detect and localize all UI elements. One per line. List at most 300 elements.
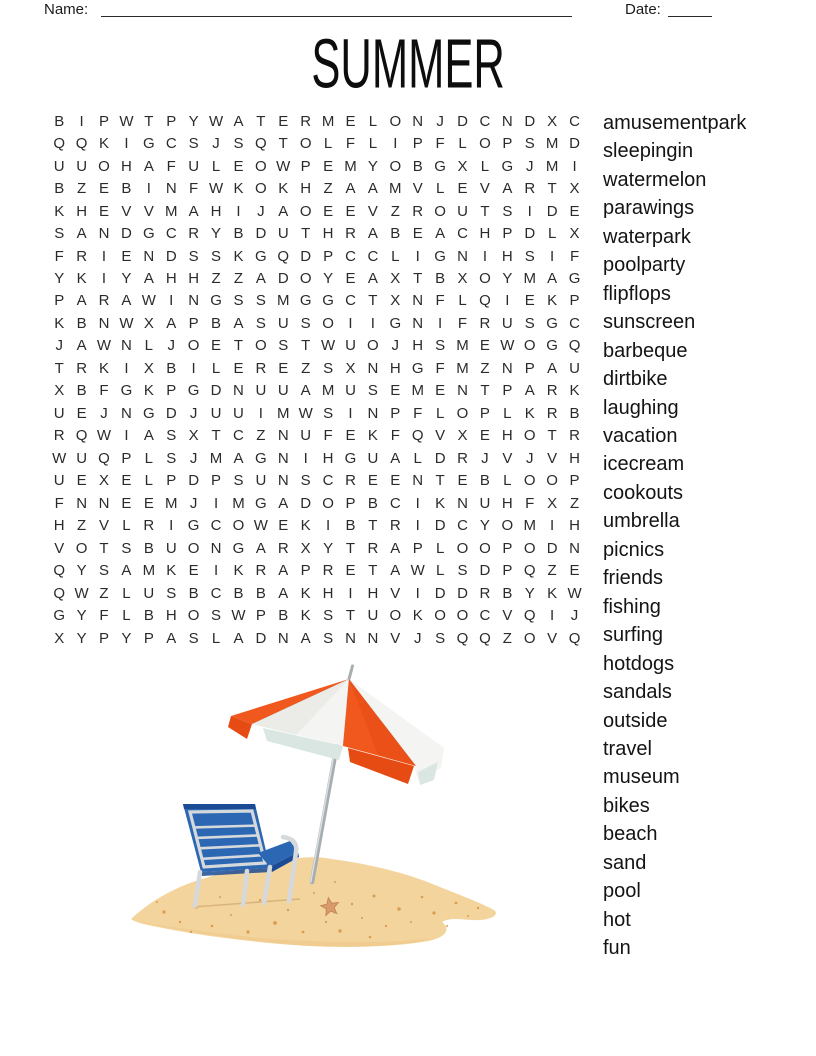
grid-letter: B [121,180,132,198]
grid-letter: F [99,607,109,625]
grid-letter: N [98,494,110,512]
grid-letter: G [411,359,424,377]
grid-letter: T [99,539,109,557]
grid-letter: V [390,584,401,602]
grid-letter: S [323,404,334,422]
grid-letter: Z [77,517,87,535]
grid-letter: B [367,494,378,512]
word-list-item: hot [603,908,631,931]
grid-letter: E [211,337,222,355]
grid-letter: Z [233,270,244,288]
grid-letter: S [54,225,65,243]
grid-letter: S [99,562,110,580]
grid-letter: P [99,112,110,130]
grid-letter: L [480,157,490,175]
grid-letter: M [545,135,559,153]
word-list-item: waterpark [603,225,691,248]
word-list-item: icecream [603,453,685,476]
grid-letter: O [322,314,334,332]
grid-letter: T [301,337,311,355]
grid-letter: S [524,314,535,332]
grid-letter: O [389,607,402,625]
grid-letter: A [547,270,558,288]
grid-letter: H [412,337,424,355]
grid-letter: M [321,112,335,130]
grid-letter: S [435,337,446,355]
grid-letter: T [547,180,557,198]
grid-letter: C [345,247,356,265]
grid-letter: K [300,584,311,602]
grid-letter: Q [479,292,491,310]
grid-letter: G [546,337,558,355]
grid-letter: O [546,472,558,490]
grid-letter: W [298,404,313,422]
grid-letter: S [166,427,177,445]
grid-letter: E [479,337,490,355]
grid-letter: L [144,472,153,490]
grid-letter: N [143,247,155,265]
grid-letter: I [213,562,219,580]
grid-letter: A [367,270,378,288]
grid-letter: F [435,359,445,377]
grid-letter: Q [53,562,66,580]
grid-letter: M [142,562,156,580]
grid-letter: P [569,472,580,490]
grid-letter: P [502,225,513,243]
grid-letter: O [501,517,514,535]
grid-letter: N [277,629,289,647]
grid-letter: G [299,292,312,310]
grid-letter: I [124,427,129,445]
grid-letter: P [211,472,222,490]
grid-letter: O [523,472,536,490]
grid-letter: I [169,517,174,535]
grid-letter: O [523,539,536,557]
grid-letter: W [320,337,336,355]
grid-letter: Q [568,629,581,647]
grid-letter: M [321,382,335,400]
grid-letter: A [188,202,199,220]
grid-letter: Y [211,225,222,243]
grid-letter: M [277,404,290,422]
grid-letter: V [479,180,490,198]
grid-letter: D [524,112,536,130]
grid-letter: R [188,225,200,243]
grid-letter: R [255,359,267,377]
grid-letter: U [210,404,222,422]
word-list [603,109,746,963]
grid-letter: T [480,382,490,400]
grid-letter: S [323,607,334,625]
grid-letter: K [300,607,311,625]
grid-letter: I [325,517,331,535]
grid-letter: I [393,135,398,153]
grid-letter: X [457,270,468,288]
grid-letter: Z [502,629,512,647]
grid-letter: H [322,449,334,467]
grid-letter: A [278,202,289,220]
grid-letter: A [233,449,244,467]
grid-letter: G [434,157,446,175]
grid-letter: C [389,494,401,512]
grid-letter: K [547,292,558,310]
beach-illustration [100,660,520,980]
grid-letter: D [434,517,446,535]
word-list-item: sandals [603,681,672,704]
grid-letter: D [188,472,200,490]
grid-letter: R [479,314,491,332]
grid-letter: O [98,157,110,175]
grid-letter: S [233,292,244,310]
grid-letter: V [143,202,154,220]
grid-letter: S [323,629,334,647]
grid-letter: E [345,562,356,580]
grid-letter: R [412,202,424,220]
grid-letter: W [500,337,515,355]
grid-letter: Y [76,562,87,580]
grid-letter: X [99,472,110,490]
grid-letter: D [479,562,491,580]
grid-letter: U [367,449,379,467]
date-underline [668,0,712,17]
grid-letter: N [457,247,468,265]
grid-letter: Y [121,629,132,647]
grid-letter: U [277,225,289,243]
word-list-item: barbeque [603,339,688,362]
grid-letter: V [412,180,423,198]
grid-letter: N [277,427,289,445]
grid-letter: L [144,337,153,355]
grid-letter: H [322,225,334,243]
grid-letter: B [76,314,87,332]
grid-letter: O [523,629,536,647]
grid-letter: Y [54,270,65,288]
grid-letter: S [188,247,199,265]
grid-letter: J [481,449,489,467]
grid-letter: O [299,135,312,153]
grid-letter: X [569,180,580,198]
grid-letter: U [345,337,356,355]
grid-letter: N [210,539,222,557]
grid-letter: E [188,562,199,580]
grid-letter: A [524,382,535,400]
grid-letter: W [253,517,268,535]
grid-letter: I [505,292,510,310]
grid-letter: F [189,180,199,198]
grid-letter: B [435,270,446,288]
grid-letter: O [434,607,446,625]
grid-letter: K [367,427,378,445]
grid-letter: T [278,135,288,153]
grid-letter: P [188,314,199,332]
grid-letter: L [122,607,131,625]
grid-letter: S [188,629,199,647]
grid-letter: G [120,382,133,400]
grid-letter: V [502,449,513,467]
grid-letter: N [367,359,379,377]
grid-letter: Z [390,202,400,220]
grid-letter: J [436,112,444,130]
grid-letter: B [390,225,401,243]
grid-letter: P [166,382,177,400]
grid-letter: H [479,225,491,243]
grid-letter: I [438,314,443,332]
grid-letter: S [211,247,222,265]
grid-letter: B [345,517,356,535]
grid-letter: H [501,494,513,512]
grid-letter: H [389,359,401,377]
grid-letter: S [524,247,535,265]
grid-letter: O [255,337,267,355]
grid-letter: F [54,247,64,265]
grid-letter: C [367,247,379,265]
grid-letter: H [501,427,513,445]
word-list-item: picnics [603,538,665,561]
grid-letter: Z [99,584,109,602]
grid-letter: I [550,607,555,625]
grid-letter: N [121,337,132,355]
grid-letter: N [412,112,424,130]
grid-letter: Q [53,584,66,602]
grid-letter: P [524,359,535,377]
grid-letter: G [501,157,514,175]
grid-letter: J [525,157,534,175]
grid-letter: Q [456,629,469,647]
word-list-item: amusementpark [603,112,747,134]
grid-letter: D [457,584,468,602]
grid-letter: V [547,449,558,467]
grid-letter: R [546,382,558,400]
grid-letter: G [142,404,155,422]
grid-letter: E [99,180,110,198]
grid-letter: W [208,112,224,130]
word-list-item: cookouts [603,481,684,504]
grid-letter: P [143,629,154,647]
grid-letter: T [413,270,423,288]
grid-letter: X [390,270,401,288]
grid-letter: P [569,292,580,310]
grid-letter: B [188,584,199,602]
grid-letter: E [569,562,580,580]
grid-letter: N [569,539,580,557]
word-list-item: watermelon [603,168,707,191]
grid-letter: L [122,517,131,535]
grid-letter: L [323,135,333,153]
grid-letter: A [300,382,311,400]
grid-letter: U [53,472,65,490]
grid-letter: P [255,607,266,625]
grid-letter: U [53,404,65,422]
grid-letter: T [233,337,244,355]
grid-letter: Z [211,270,221,288]
grid-letter: G [434,247,446,265]
grid-letter: E [412,225,423,243]
grid-letter: N [233,382,244,400]
grid-letter: U [143,584,155,602]
grid-letter: S [188,135,199,153]
puzzle-title: SUMMER [311,25,505,103]
grid-letter: T [144,112,154,130]
grid-letter: E [345,270,356,288]
grid-letter: A [502,180,513,198]
word-list-item: pool [603,880,641,903]
word-list-item: umbrella [603,510,680,533]
grid-letter: Z [77,180,87,198]
grid-letter: Z [547,562,557,580]
grid-letter: B [54,180,65,198]
grid-letter: U [255,472,267,490]
grid-letter: O [456,607,469,625]
grid-letter: W [119,314,134,332]
grid-letter: U [300,427,312,445]
grid-letter: D [210,382,222,400]
grid-letter: T [368,292,378,310]
grid-letter: N [277,449,289,467]
grid-letter: R [53,427,65,445]
word-list-item: outside [603,709,668,732]
grid-letter: A [435,225,446,243]
grid-letter: S [255,314,266,332]
grid-letter: E [345,112,356,130]
grid-letter: X [54,629,65,647]
grid-letter: U [457,202,468,220]
grid-letter: I [370,314,375,332]
grid-letter: R [277,539,289,557]
grid-letter: O [187,337,200,355]
grid-letter: Z [569,494,580,512]
grid-letter: P [479,404,490,422]
grid-letter: U [255,382,267,400]
grid-letter: L [122,584,131,602]
grid-letter: C [479,607,491,625]
grid-letter: O [187,539,200,557]
grid-letter: X [547,112,558,130]
word-list-item: vacation [603,424,678,447]
grid-letter: E [323,157,334,175]
grid-letter: I [348,584,353,602]
grid-letter: N [165,180,177,198]
grid-letter: L [211,157,221,175]
word-list-item: laughing [603,396,679,419]
grid-letter: G [389,314,402,332]
grid-letter: R [345,472,356,490]
grid-letter: H [76,202,88,220]
grid-letter: K [233,562,244,580]
grid-letter: O [479,539,491,557]
grid-letter: P [166,472,177,490]
grid-letter: P [300,562,311,580]
grid-letter: K [99,135,110,153]
grid-letter: G [255,247,267,265]
grid-letter: K [99,359,110,377]
grid-letter: F [99,382,109,400]
grid-letter: B [569,404,580,422]
grid-letter: E [323,202,334,220]
grid-letter: B [233,225,244,243]
grid-letter: A [143,270,154,288]
grid-letter: O [389,157,402,175]
grid-letter: Q [411,427,424,445]
grid-letter: I [213,494,219,512]
grid-letter: X [457,427,468,445]
grid-letter: L [435,180,445,198]
grid-letter: E [121,247,132,265]
grid-letter: K [76,270,87,288]
grid-letter: E [278,112,289,130]
grid-letter: F [525,494,535,512]
grid-letter: B [278,607,289,625]
word-list-item: bikes [603,794,650,817]
grid-letter: K [412,607,423,625]
grid-letter: I [550,517,555,535]
grid-letter: A [547,359,558,377]
grid-letter: E [479,427,490,445]
grid-letter: K [233,180,244,198]
grid-letter: I [191,359,196,377]
grid-letter: F [390,427,400,445]
grid-letter: C [457,517,468,535]
grid-letter: G [568,270,581,288]
grid-letter: L [211,359,221,377]
grid-letter: E [121,494,132,512]
grid-letter: N [457,494,468,512]
grid-letter: E [524,292,535,310]
grid-letter: D [457,112,468,130]
grid-letter: E [390,472,401,490]
grid-letter: D [277,270,289,288]
grid-letter: L [458,292,467,310]
grid-letter: C [569,314,580,332]
grid-letter: P [390,404,401,422]
grid-letter: V [121,202,132,220]
grid-letter: T [547,427,557,445]
grid-letter: T [345,539,356,557]
grid-letter: G [255,494,267,512]
grid-letter: D [121,225,132,243]
grid-letter: B [233,584,244,602]
grid-letter: Q [255,135,267,153]
grid-letter: A [233,314,244,332]
grid-letter: P [121,449,132,467]
grid-letter: I [101,247,107,265]
grid-letter: S [166,449,177,467]
grid-letter: P [412,135,423,153]
grid-letter: I [169,292,174,310]
grid-letter: E [76,472,87,490]
grid-letter: N [76,494,88,512]
grid-letter: K [300,517,311,535]
word-list-item: sleepingin [603,140,694,163]
grid-letter: R [76,247,88,265]
grid-letter: E [121,472,132,490]
grid-letter: D [165,404,177,422]
word-list-item: travel [603,737,652,760]
grid-letter: C [322,472,334,490]
grid-letter: D [300,494,312,512]
grid-letter: Q [523,607,536,625]
grid-letter: I [79,112,84,130]
grid-letter: Z [480,359,490,377]
grid-letter: G [53,607,66,625]
grid-letter: A [367,225,378,243]
grid-letter: Y [76,629,87,647]
grid-letter: X [390,292,401,310]
grid-letter: E [569,202,580,220]
grid-letter: D [300,247,312,265]
grid-letter: M [344,157,357,175]
grid-letter: A [345,180,356,198]
grid-letter: P [99,629,110,647]
